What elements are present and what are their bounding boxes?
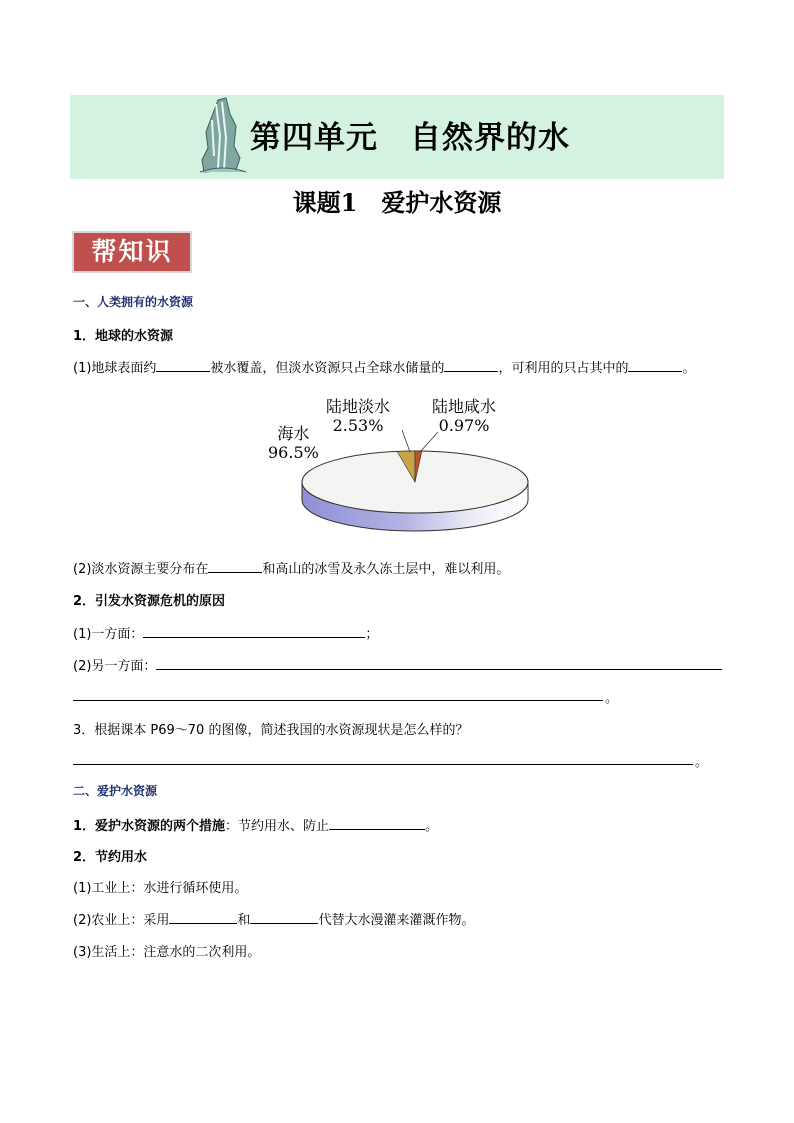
- unit-title: 第四单元 自然界的水: [250, 120, 570, 156]
- s2-item1-heading: 1．爱护水资源的两个措施: [73, 819, 226, 834]
- answer-blank[interactable]: [169, 910, 237, 924]
- waterfall-icon: [196, 96, 250, 176]
- q21-part1: (1)一方面：: [73, 627, 144, 642]
- section-1-title: 一、人类拥有的水资源: [73, 295, 194, 309]
- section-2-title: 二、爱护水资源: [73, 784, 158, 798]
- label-salt-water-value: 0.97%: [438, 416, 490, 435]
- item-2-heading: 2．引发水资源危机的原因: [73, 594, 226, 609]
- answer-blank[interactable]: [250, 910, 318, 924]
- answer-blank[interactable]: [444, 358, 498, 372]
- label-seawater-name: 海水: [277, 424, 310, 443]
- answer-blank[interactable]: [628, 358, 682, 372]
- answer-line[interactable]: [73, 700, 603, 701]
- q3-end: 。: [695, 755, 709, 770]
- label-salt-water-name: 陆地咸水: [432, 397, 497, 416]
- question-2-2: [73, 655, 156, 674]
- answer-blank[interactable]: [329, 816, 425, 830]
- q12-part1: (2)淡水资源主要分布在: [73, 562, 209, 577]
- q11-part3: ，可利用的只占其中的: [498, 361, 629, 376]
- label-seawater-value: 96.5%: [268, 443, 319, 462]
- q21-part2: ；: [365, 627, 379, 642]
- s2-item-2-heading: 2．节约用水: [73, 850, 148, 865]
- s2-item1-end: 。: [425, 819, 439, 834]
- label-fresh-water-name: 陆地淡水: [326, 397, 391, 416]
- answer-line[interactable]: [73, 764, 693, 765]
- q11-part2: 被水覆盖，但淡水资源只占全球水储量的: [210, 361, 445, 376]
- label-seawater: [268, 424, 319, 462]
- label-fresh-water-value: 2.53%: [332, 416, 384, 435]
- question-2-1: [73, 623, 378, 642]
- s2l2-part1: (2)农业上：采用: [73, 913, 170, 928]
- section-2-item-1: [73, 815, 438, 834]
- q12-part2: 和高山的冰雪及永久冻土层中，难以利用。: [262, 562, 510, 577]
- q11-part4: 。: [682, 361, 696, 376]
- question-1-1: [73, 357, 695, 376]
- question-1-2: [73, 558, 509, 577]
- s2-line-3: (3)生活上：注意水的二次利用。: [73, 945, 261, 960]
- label-leader-lines: [380, 420, 460, 470]
- q22-part1: (2)另一方面：: [73, 659, 157, 674]
- s2l2-part2: 和: [237, 913, 251, 928]
- lesson-title: 课题1 爱护水资源: [292, 188, 502, 217]
- s2-line-2: [73, 909, 474, 928]
- knowledge-tag-label: 帮知识: [91, 237, 173, 266]
- q22-end: 。: [605, 691, 619, 706]
- answer-line[interactable]: [156, 669, 722, 670]
- s2-item1-text: ：节约用水、防止: [225, 819, 330, 834]
- answer-blank[interactable]: [143, 624, 365, 638]
- knowledge-tag: [72, 231, 192, 273]
- s2-line-1: (1)工业上：水进行循环使用。: [73, 881, 248, 896]
- q11-part1: (1)地球表面约: [73, 361, 157, 376]
- item-1-heading: 1．地球的水资源: [73, 329, 174, 344]
- answer-blank[interactable]: [208, 559, 262, 573]
- s2l2-part3: 代替大水漫灌来灌溉作物。: [318, 913, 475, 928]
- answer-blank[interactable]: [156, 358, 210, 372]
- question-3: 3．根据课本 P69～70 的图像，简述我国的水资源现状是怎么样的？: [73, 723, 469, 738]
